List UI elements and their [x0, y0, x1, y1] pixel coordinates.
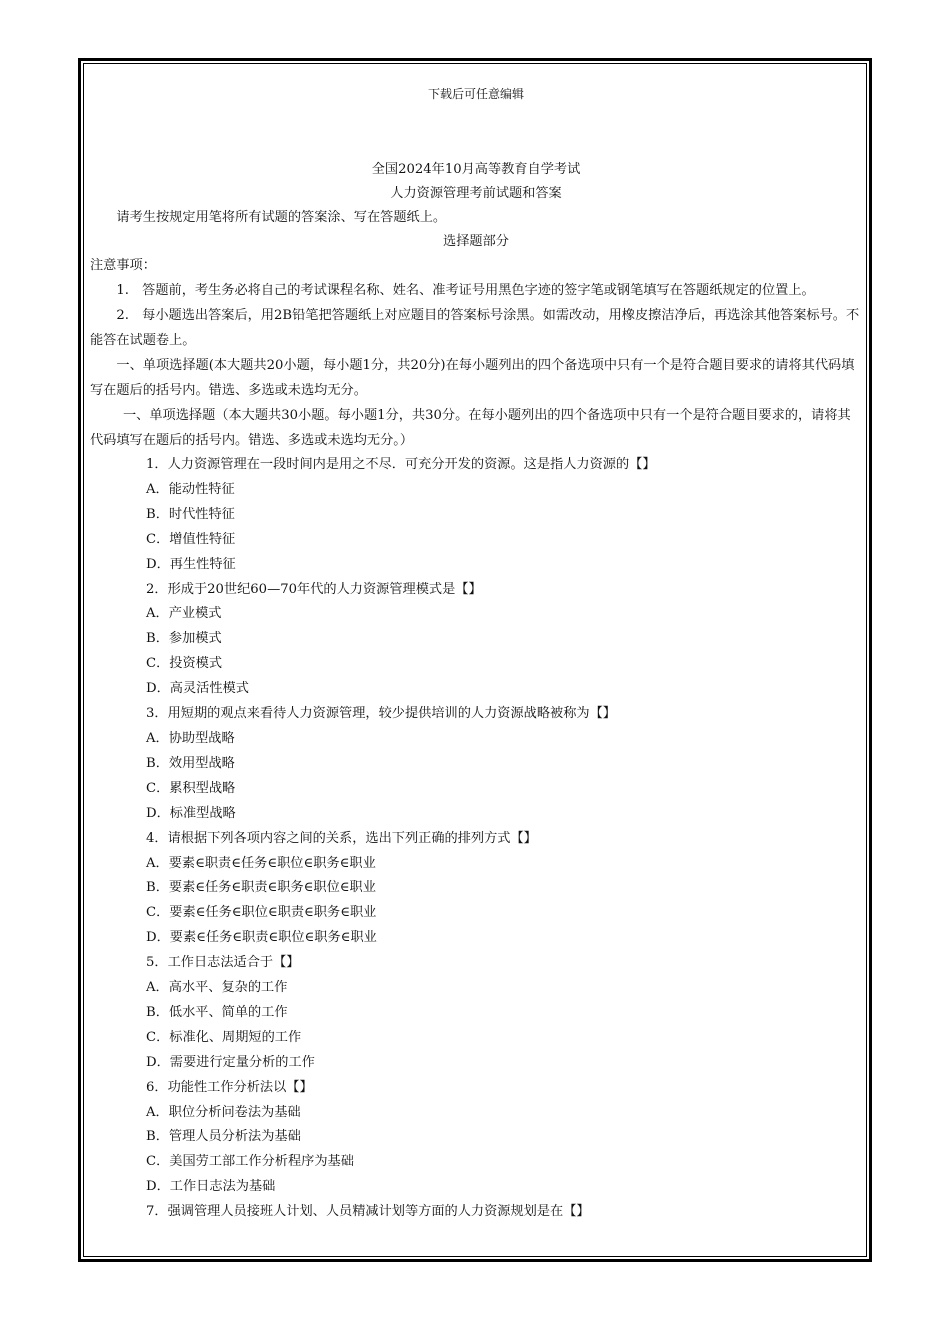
question-option: C．累积型战略 — [146, 780, 236, 796]
question-option: D．标准型战略 — [146, 805, 236, 821]
question-option: C．要素∈任务∈职位∈职责∈职务∈职业 — [146, 905, 377, 921]
question-list — [90, 453, 862, 1225]
question-option: A．职位分析问卷法为基础 — [146, 1104, 301, 1120]
question-option: B．时代性特征 — [146, 506, 235, 522]
question-option: A．高水平、复杂的工作 — [146, 980, 288, 996]
question-option: A．能动性特征 — [146, 481, 235, 497]
question-stem: 1．人力资源管理在一段时间内是用之不尽．可充分开发的资源。这是指人力资源的【】 — [146, 457, 656, 472]
part-intro-2: 一、单项选择题（本大题共30小题。每小题1分，共30分。在每小题列出的四个备选项中只有一个是符合题目要求的，请将其代码填写在题后的括号内。错选、多选或未选均无分。） — [90, 408, 851, 448]
question-option: A．要素∈职责∈任务∈职位∈职务∈职业 — [146, 855, 376, 871]
question-option: A．产业模式 — [146, 606, 222, 622]
question-option: B．要素∈任务∈职责∈职务∈职位∈职业 — [146, 880, 376, 896]
note-2: 2. 每小题选出答案后，用2B铅笔把答题纸上对应题目的答案标号涂黑。如需改动，用橡皮擦洁净后，再选涂其他答案标号。不能答在试题卷上。 — [90, 308, 860, 348]
note-1: 1. 答题前，考生务必将自己的考试课程名称、姓名、准考证号用黑色字迹的签字笔或钢笔填写在答题纸规定的位置上。 — [116, 283, 815, 298]
question-option: C．美国劳工部工作分析程序为基础 — [146, 1154, 354, 1170]
question-stem: 5．工作日志法适合于【】 — [146, 955, 300, 971]
question-option: D．需要进行定量分析的工作 — [146, 1054, 315, 1070]
section-title: 选择题部分 — [443, 234, 509, 249]
question-option: D．高灵活性模式 — [146, 681, 249, 697]
question-option: B．管理人员分析法为基础 — [146, 1129, 301, 1145]
document-body — [90, 84, 862, 1225]
exam-subtitle: 人力资源管理考前试题和答案 — [390, 186, 562, 201]
header-note: 下载后可任意编辑 — [427, 87, 524, 101]
instruction: 请考生按规定用笔将所有试题的答案涂、写在答题纸上。 — [116, 210, 447, 225]
question-option: D．工作日志法为基础 — [146, 1179, 276, 1195]
question-stem: 2．形成于20世纪60—70年代的人力资源管理模式是【】 — [146, 581, 482, 597]
question-option: C．标准化、周期短的工作 — [146, 1029, 302, 1045]
question-option: D．再生性特征 — [146, 556, 236, 572]
question-option: B．参加模式 — [146, 631, 222, 647]
question-option: A．协助型战略 — [146, 730, 235, 746]
notes-heading: 注意事项： — [90, 258, 156, 273]
question-stem: 4．请根据下列各项内容之间的关系，选出下列正确的排列方式【】 — [146, 830, 537, 846]
question-stem: 6．功能性工作分析法以【】 — [146, 1079, 313, 1095]
question-option: C．增值性特征 — [146, 531, 236, 547]
question-option: D．要素∈任务∈职责∈职位∈职务∈职业 — [146, 930, 377, 946]
question-option: C．投资模式 — [146, 656, 223, 672]
question-option: B．效用型战略 — [146, 755, 235, 771]
question-option: B．低水平、简单的工作 — [146, 1004, 288, 1020]
part-intro-1: 一、单项选择题(本大题共20小题，每小题1分，共20分)在每小题列出的四个备选项中只有一个是符合题目要求的请将其代码填写在题后的括号内。错选、多选或未选均无分。 — [90, 358, 855, 398]
exam-title: 全国2024年10月高等教育自学考试 — [371, 162, 581, 177]
question-stem: 3．用短期的观点来看待人力资源管理，较少提供培训的人力资源战略被称为【】 — [146, 706, 616, 722]
question-stem: 7．强调管理人员接班人计划、人员精减计划等方面的人力资源规划是在【】 — [146, 1204, 590, 1220]
